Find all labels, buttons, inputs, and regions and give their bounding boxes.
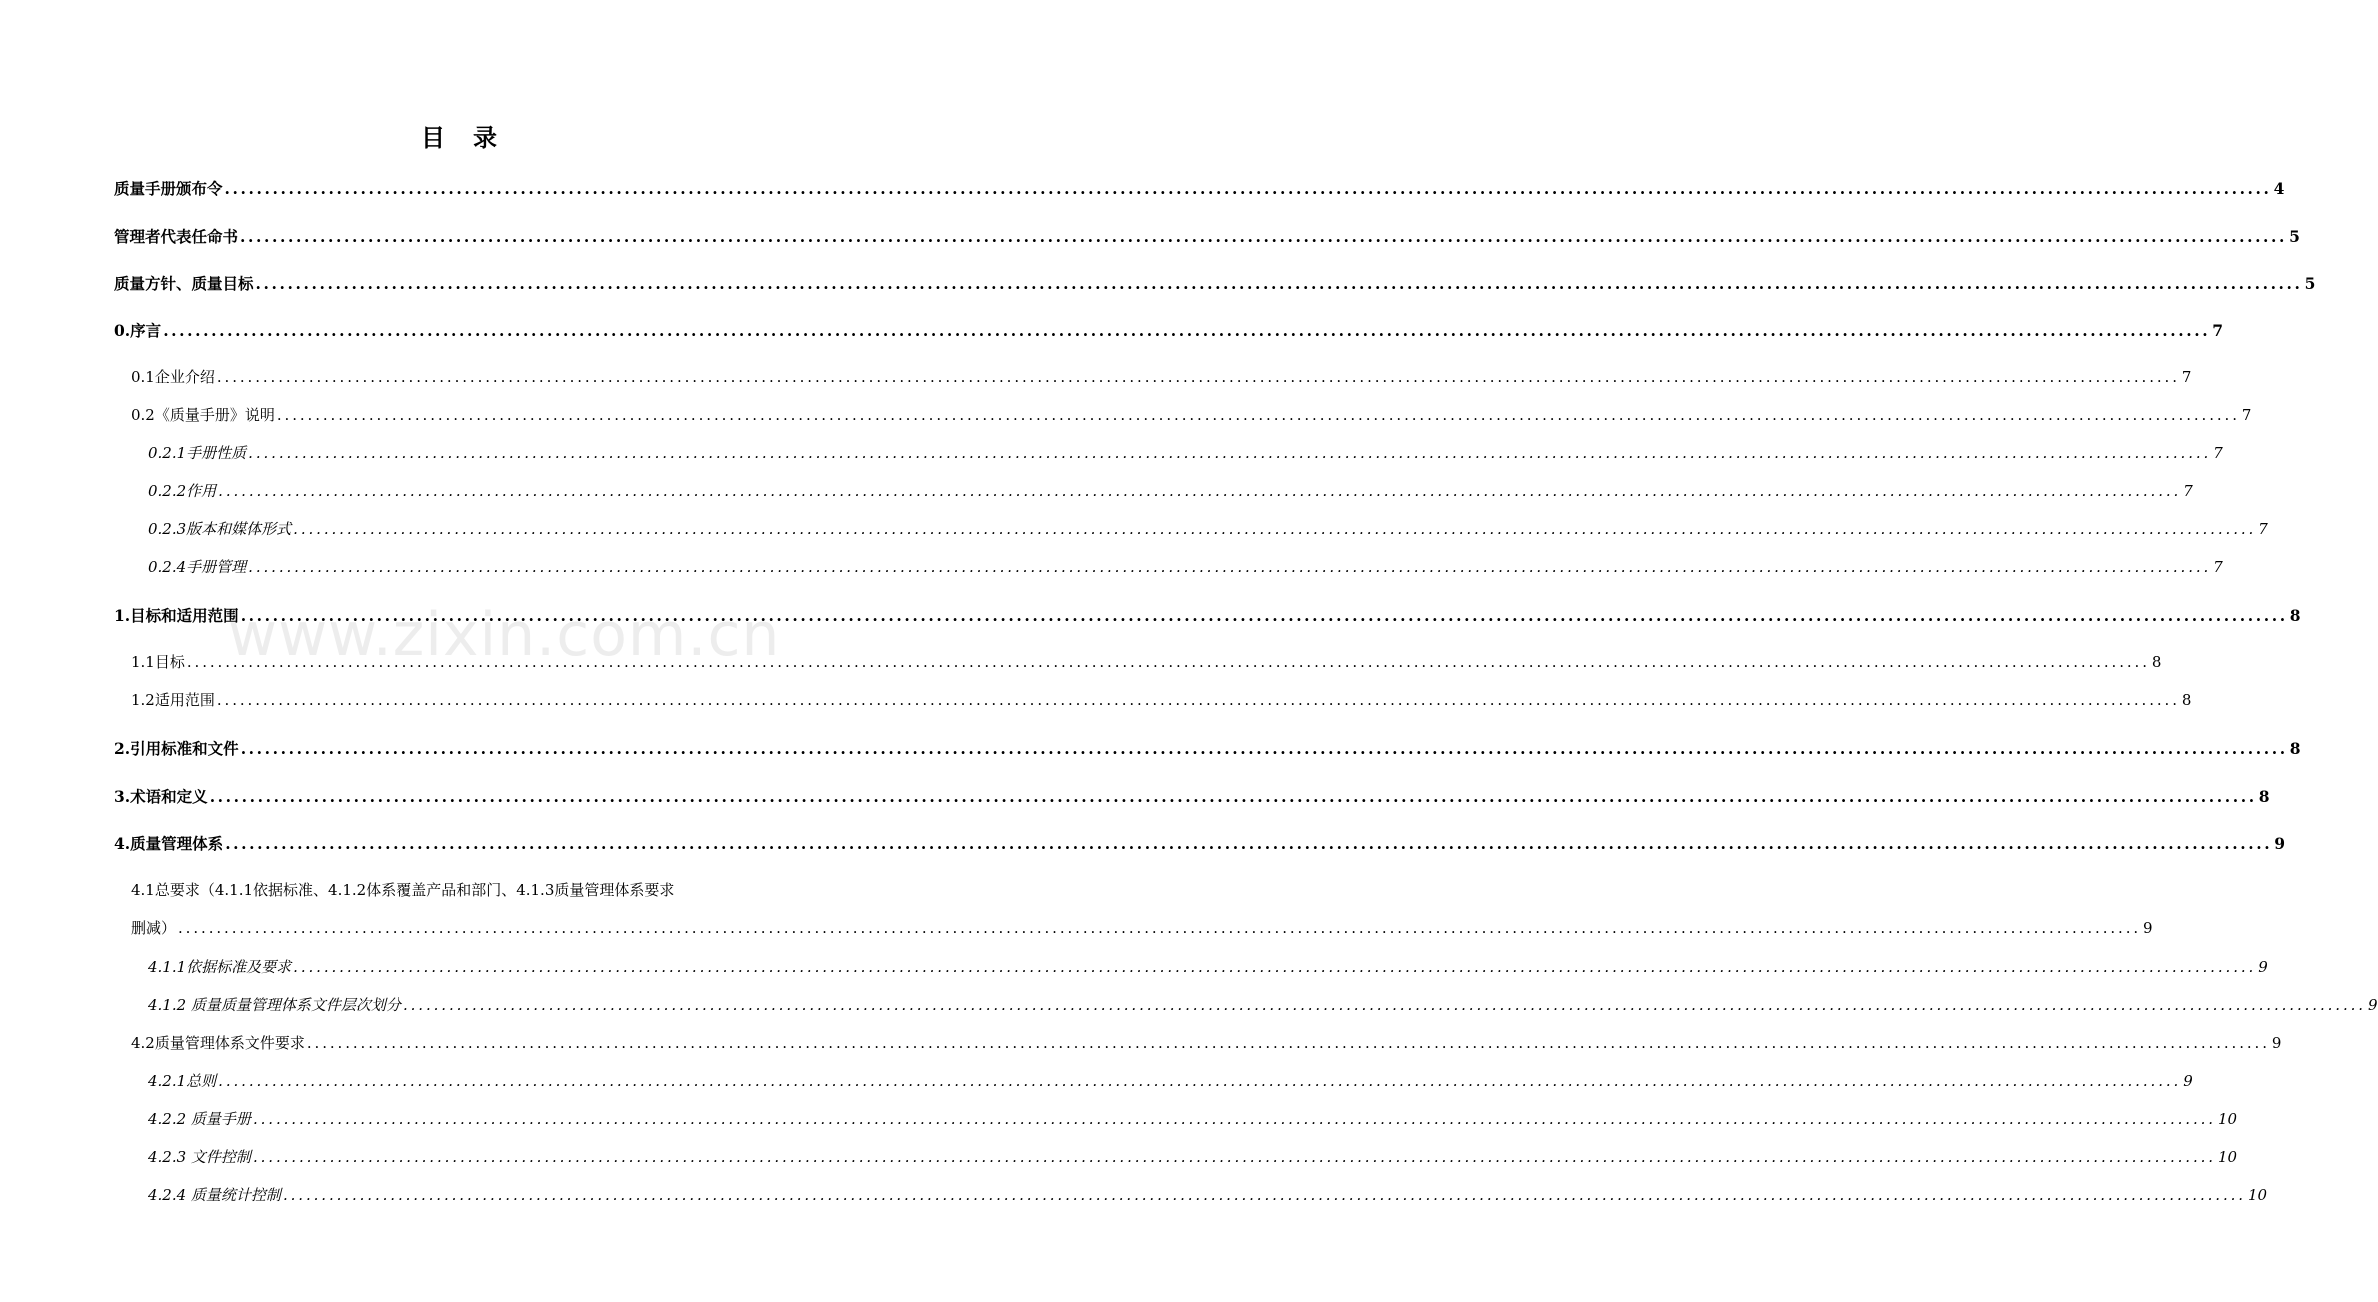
dot-leader: ................................................................................................................................................................................................................................................................: [218, 482, 2182, 500]
toc-entry[interactable]: [131, 404, 2252, 425]
toc-entry[interactable]: [114, 272, 2316, 294]
dot-leader: ................................................................................................................................................................................................................................................................: [209, 787, 2257, 806]
dot-leader: ................................................................................................................................................................................................................................................................: [282, 1186, 2246, 1204]
toc-page-number: 10: [2217, 1148, 2238, 1166]
dot-leader: ................................................................................................................................................................................................................................................................: [186, 653, 2150, 671]
toc-title: 目 录: [421, 124, 499, 152]
dot-leader: ................................................................................................................................................................................................................................................................: [216, 368, 2180, 386]
toc-entry-label: 4.2.2 质量手册: [148, 1110, 251, 1128]
toc-entry-label: 4.2.4 质量统计控制: [148, 1186, 281, 1204]
toc-entry[interactable]: [148, 1108, 2238, 1129]
toc-page-number: 8: [2258, 787, 2270, 806]
toc-entry-label: 4.1.1依据标准及要求: [148, 958, 292, 976]
dot-leader: ................................................................................................................................................................................................................................................................: [255, 274, 2303, 293]
dot-leader: ................................................................................................................................................................................................................................................................: [240, 739, 2288, 758]
toc-page-number: 10: [2217, 1110, 2238, 1128]
toc-entry-label: 质量方针、质量目标: [114, 274, 254, 293]
toc-entry[interactable]: [131, 917, 2153, 938]
dot-leader: ................................................................................................................................................................................................................................................................: [240, 606, 2288, 625]
toc-entry-label: 0.2.2作用: [148, 482, 217, 500]
toc-entry[interactable]: [148, 480, 2193, 501]
dot-leader: ................................................................................................................................................................................................................................................................: [293, 958, 2257, 976]
toc-page-number: 5: [2304, 274, 2316, 293]
toc-entry-label: 3.术语和定义: [114, 787, 208, 806]
toc-entry[interactable]: [114, 177, 2285, 199]
toc-entry[interactable]: [148, 442, 2223, 463]
toc-page-number: 9: [2183, 1072, 2193, 1090]
toc-entry-label: 0.2.1手册性质: [148, 444, 247, 462]
toc-page-number: 7: [2212, 321, 2224, 340]
toc-entry-label: 2.引用标准和文件: [114, 739, 239, 758]
toc-entry[interactable]: [148, 1184, 2268, 1205]
toc-entry-label: 1.2适用范围: [131, 691, 215, 709]
dot-leader: ................................................................................................................................................................................................................................................................: [252, 1110, 2216, 1128]
toc-entry-label: 4.2.3 文件控制: [148, 1148, 251, 1166]
toc-entry-label: 4.2.1总则: [148, 1072, 217, 1090]
toc-entry-label-line1[interactable]: 4.1总要求（4.1.1依据标准、4.1.2体系覆盖产品和部门、4.1.3质量管理体系要求: [131, 881, 675, 899]
toc-page-number: 9: [2271, 1034, 2282, 1052]
toc-entry[interactable]: [148, 994, 2378, 1015]
toc-entry-label: 1.1目标: [131, 653, 185, 671]
toc-entry-label: 1.目标和适用范围: [114, 606, 239, 625]
dot-leader: ................................................................................................................................................................................................................................................................: [225, 834, 2273, 853]
dot-leader: ................................................................................................................................................................................................................................................................: [240, 227, 2288, 246]
dot-leader: ................................................................................................................................................................................................................................................................: [218, 1072, 2182, 1090]
toc-entry[interactable]: [131, 689, 2192, 710]
toc-page-number: 8: [2289, 739, 2301, 758]
dot-leader: ................................................................................................................................................................................................................................................................: [252, 1148, 2216, 1166]
dot-leader: ................................................................................................................................................................................................................................................................: [178, 919, 2142, 937]
toc-page-number: 9: [2274, 834, 2286, 853]
toc-page-number: 8: [2181, 691, 2192, 709]
toc-entry[interactable]: [131, 1032, 2282, 1053]
toc-entry-label: 管理者代表任命书: [114, 227, 239, 246]
toc-entry[interactable]: [114, 604, 2301, 626]
toc-entry-label: 0.2.4手册管理: [148, 558, 247, 576]
toc-page-number: 9: [2143, 919, 2153, 937]
toc-entry[interactable]: [114, 737, 2301, 759]
toc-page-number: 8: [2289, 606, 2301, 625]
toc-page-number: 7: [2183, 482, 2193, 500]
toc-entry[interactable]: [148, 956, 2268, 977]
toc-entry[interactable]: [131, 366, 2192, 387]
dot-leader: ................................................................................................................................................................................................................................................................: [276, 406, 2240, 424]
toc-page-number: 9: [2367, 996, 2378, 1014]
dot-leader: ................................................................................................................................................................................................................................................................: [216, 691, 2180, 709]
toc-page-number: 10: [2247, 1186, 2268, 1204]
dot-leader: ................................................................................................................................................................................................................................................................: [248, 444, 2212, 462]
dot-leader: ................................................................................................................................................................................................................................................................: [224, 179, 2272, 198]
toc-entry-label: 4.1.2 质量质量管理体系文件层次划分: [148, 996, 401, 1014]
dot-leader: ................................................................................................................................................................................................................................................................: [293, 520, 2257, 538]
toc-page-number: 4: [2273, 179, 2285, 198]
toc-entry[interactable]: [114, 319, 2224, 341]
toc-entry-label: 0.2.3版本和媒体形式: [148, 520, 292, 538]
toc-page-number: 9: [2258, 958, 2268, 976]
toc-entry-label: 4.质量管理体系: [114, 834, 224, 853]
toc-entry-label: 质量手册颁布令: [114, 179, 223, 198]
toc-entry-label: 删减）: [131, 919, 177, 937]
toc-entry[interactable]: [148, 518, 2268, 539]
toc-entry[interactable]: [114, 785, 2270, 807]
toc-entry[interactable]: [148, 556, 2223, 577]
toc-entry[interactable]: [114, 225, 2300, 247]
toc-page-number: 5: [2289, 227, 2300, 246]
toc-entry[interactable]: [148, 1146, 2238, 1167]
toc-page-number: 7: [2258, 520, 2268, 538]
dot-leader: ................................................................................................................................................................................................................................................................: [402, 996, 2366, 1014]
dot-leader: ................................................................................................................................................................................................................................................................: [248, 558, 2212, 576]
toc-page-number: 7: [2181, 368, 2192, 386]
toc-page-number: 8: [2151, 653, 2162, 671]
toc-entry[interactable]: [148, 1070, 2193, 1091]
toc-page-number: 7: [2241, 406, 2252, 424]
toc-entry[interactable]: [114, 832, 2286, 854]
toc-entry-label: 4.2质量管理体系文件要求: [131, 1034, 305, 1052]
toc-entry-label: 0.序言: [114, 321, 162, 340]
toc-page-number: 7: [2213, 558, 2223, 576]
dot-leader: ................................................................................................................................................................................................................................................................: [163, 321, 2211, 340]
toc-page-number: 7: [2213, 444, 2223, 462]
toc-entry-label: 0.2《质量手册》说明: [131, 406, 275, 424]
toc-entry[interactable]: [131, 651, 2162, 672]
dot-leader: ................................................................................................................................................................................................................................................................: [306, 1034, 2270, 1052]
toc-entry-label: 0.1企业介绍: [131, 368, 215, 386]
watermark: www.zixin.com.cn: [228, 600, 781, 670]
